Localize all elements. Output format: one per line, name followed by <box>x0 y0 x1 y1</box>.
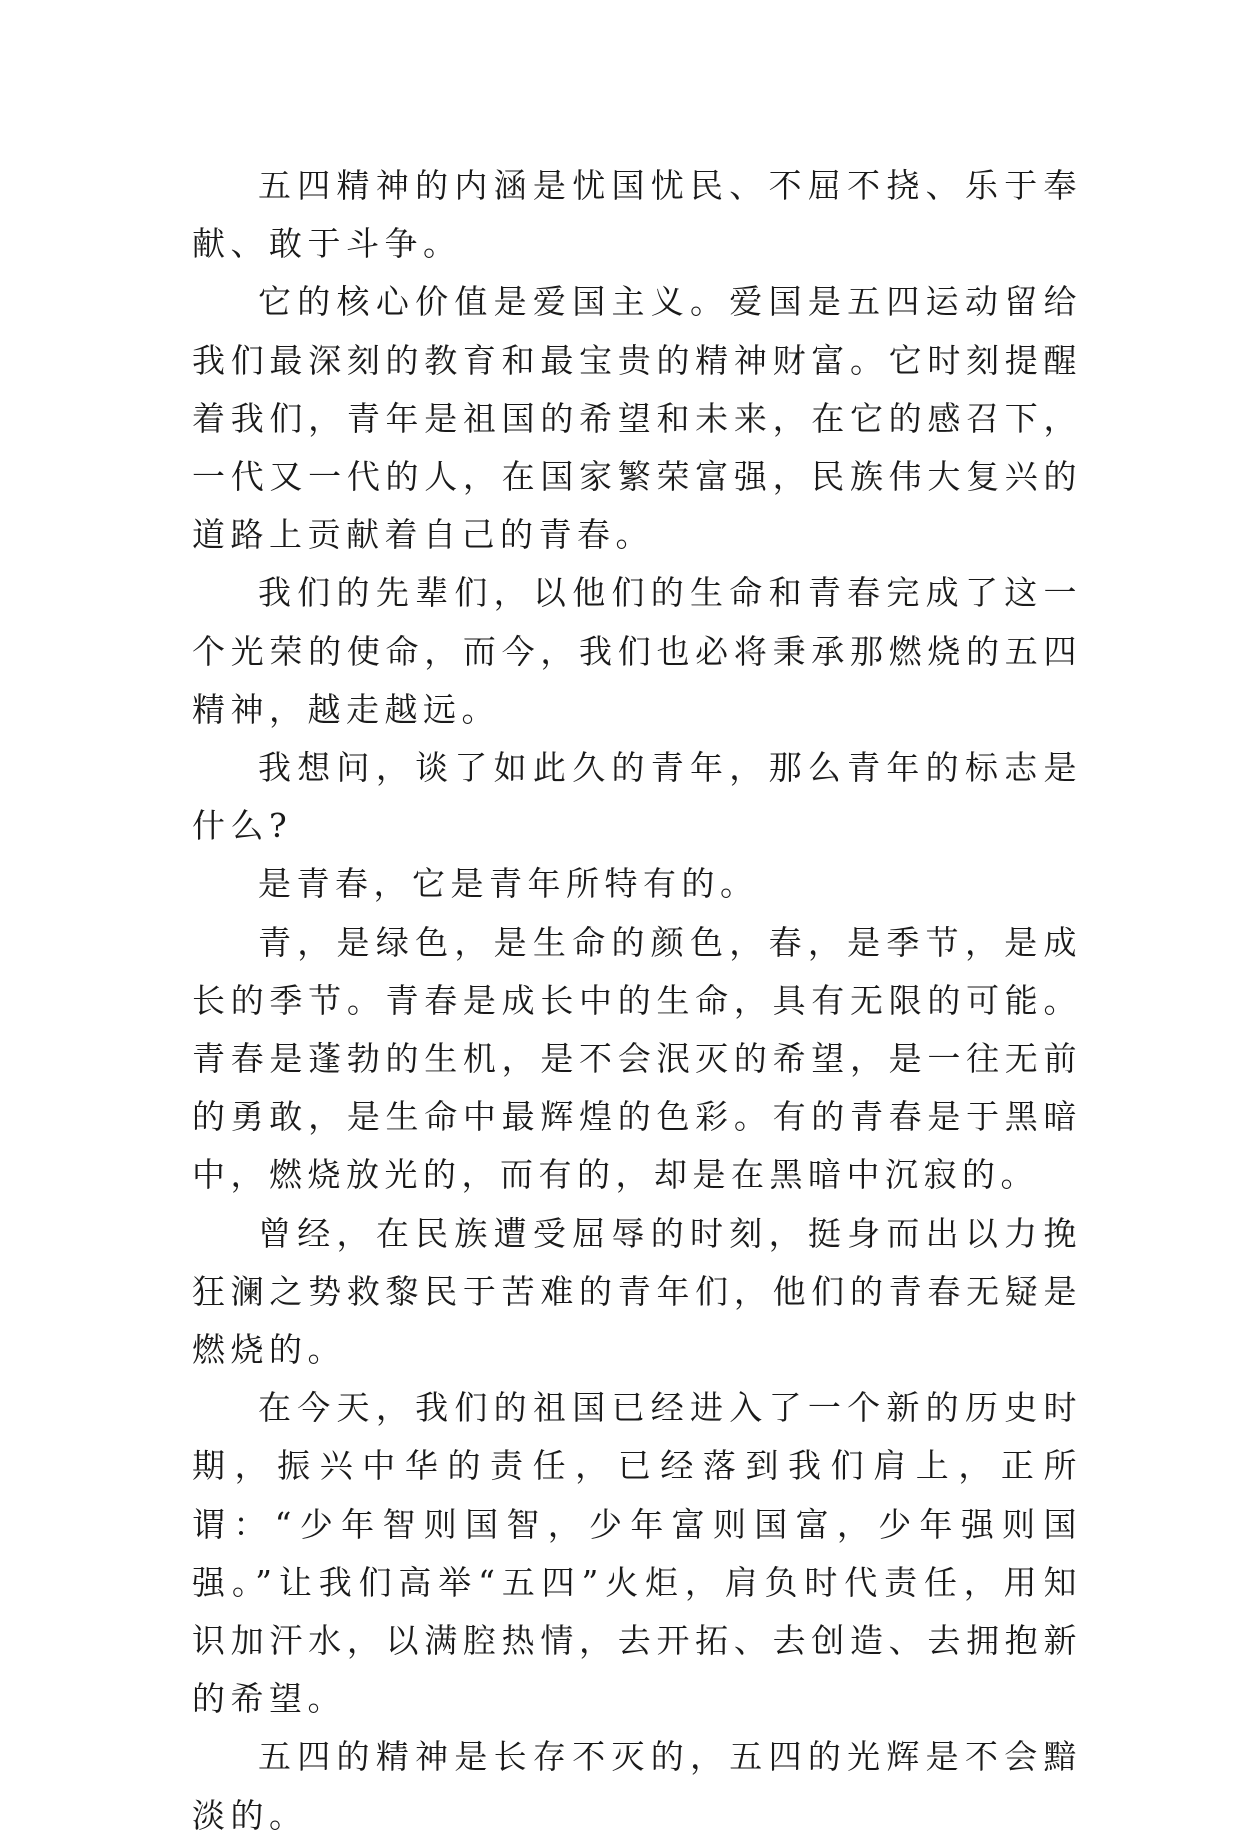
paragraph: 青，是绿色，是生命的颜色，春，是季节，是成长的季节。青春是成长中的生命，具有无限的可能。青春是蓬勃的生机，是不会泯灭的希望，是一往无前的勇敢，是生命中最辉煌的色彩。有的青春是于黑暗中，燃烧放光的，而有的，却是在黑暗中沉寂的。 <box>192 922 1082 1195</box>
paragraph: 是青春，它是青年所特有的。 <box>258 864 759 904</box>
paragraph: 我们的先辈们，以他们的生命和青春完成了这一个光荣的使命，而今，我们也必将秉承那燃烧的五四精神，越走越远。 <box>192 573 1082 729</box>
paragraph: 曾经，在民族遭受屈辱的时刻，挺身而出以力挽狂澜之势救黎民于苦难的青年们，他们的青春无疑是燃烧的。 <box>192 1213 1082 1370</box>
paragraph: 五四精神的内涵是忧国忧民、不屈不挠、乐于奉献、敢于斗争。 <box>192 166 1082 264</box>
paragraph: 我想问，谈了如此久的青年，那么青年的标志是什么? <box>192 748 1082 846</box>
document-body <box>192 157 1082 1845</box>
paragraph: 在今天，我们的祖国已经进入了一个新的历史时期，振兴中华的责任，已经落到我们肩上，正所谓：“少年智则国智，少年富则国富，少年强则国强。”让我们高举“五四”火炬，肩负时代责任，用知识加汗水，以满腔热情，去开拓、去创造、去拥抱新的希望。 <box>192 1388 1082 1719</box>
paragraph: 它的核心价值是爱国主义。爱国是五四运动留给我们最深刻的教育和最宝贵的精神财富。它时刻提醒着我们，青年是祖国的希望和未来，在它的感召下，一代又一代的人，在国家繁荣富强，民族伟大复兴的道路上贡献着自己的青春。 <box>192 282 1082 555</box>
paragraph: 五四的精神是长存不灭的，五四的光辉是不会黯淡的。 <box>192 1737 1082 1835</box>
